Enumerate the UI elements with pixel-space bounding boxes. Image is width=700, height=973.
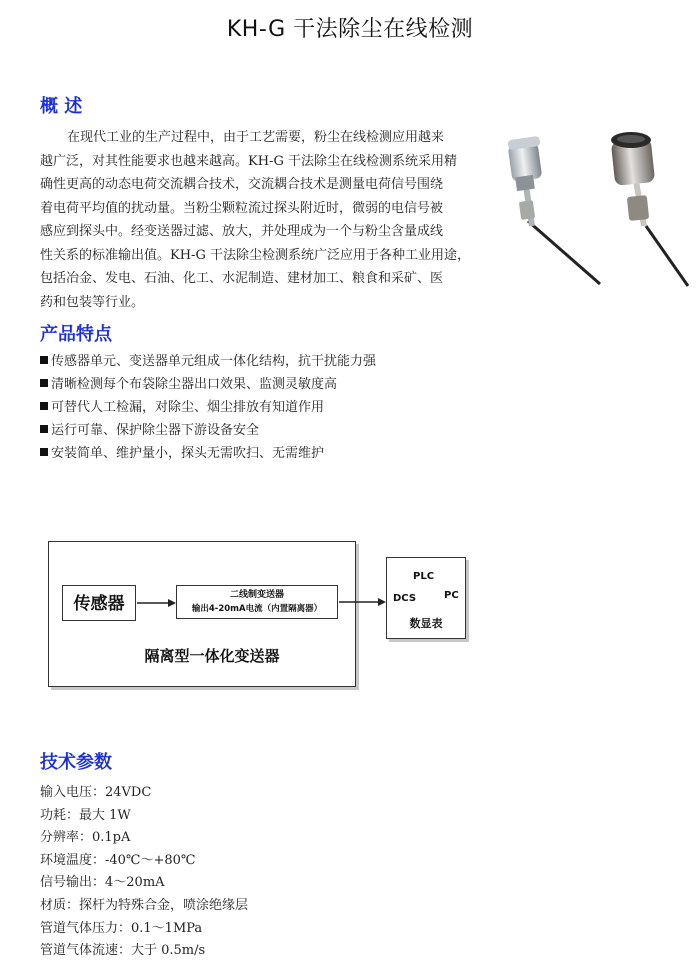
feature-text: 运行可靠、保护除尘器下游设备安全 [51, 423, 260, 438]
dcs-label: DCS [393, 593, 417, 604]
feature-item [40, 373, 376, 396]
spec-item: 信号输出：4～20mA [40, 875, 165, 891]
bullet-square-icon [40, 379, 48, 387]
arrow-right-icon [339, 598, 386, 606]
probe-right-icon [611, 132, 688, 286]
spec-item: 管道气体压力：0.1～1MPa [40, 920, 203, 936]
feature-text: 安装简单、维护量小，探头无需吹扫、无需维护 [51, 446, 325, 461]
overview-line: 包括冶金、发电、石油、化工、水泥制造、建材加工、粮食和采矿、医 [40, 271, 444, 286]
spec-item: 材质：探杆为特殊合金，喷涂绝缘层 [40, 897, 249, 913]
feature-text: 传感器单元、变送器单元组成一体化结构，抗干扰能力强 [51, 354, 377, 369]
overview-line: 确性更高的动态电荷交流耦合技术，交流耦合技术是测量电荷信号围绕 [40, 177, 444, 192]
plc-label: PLC [413, 571, 435, 582]
product-photo [498, 126, 698, 291]
overview-heading: 概 述 [40, 96, 83, 117]
transmitter-label-1: 二线制变送器 [229, 590, 284, 600]
specs-list [40, 782, 248, 963]
bullet-square-icon [40, 356, 48, 364]
feature-item [40, 442, 376, 465]
overview-paragraph [40, 126, 495, 314]
block-diagram [0, 535, 700, 695]
feature-item [40, 419, 376, 442]
display-label: 数显表 [409, 617, 443, 630]
bullet-square-icon [40, 402, 48, 410]
feature-text: 清晰检测每个布袋除尘器出口效果、监测灵敏度高 [51, 377, 338, 392]
overview-line: 性关系的标准输出值。KH-G 干法除尘检测系统广泛应用于各种工业用途， [40, 247, 470, 263]
page-title: KH-G 干法除尘在线检测 [226, 17, 474, 42]
bullet-square-icon [40, 425, 48, 433]
features-heading: 产品特点 [40, 324, 112, 345]
spec-item: 环境温度：-40℃～+80℃ [40, 852, 196, 868]
overview-line: 在现代工业的生产过程中，由于工艺需要，粉尘在线检测应用越来 [67, 130, 445, 145]
bullet-square-icon [40, 448, 48, 456]
feature-item [40, 396, 376, 419]
spec-item: 输入电压：24VDC [40, 785, 152, 800]
arrow-right-icon [137, 599, 176, 607]
overview-line: 越广泛，对其性能要求也越来越高。KH-G 干法除尘在线检测系统采用精 [40, 153, 457, 169]
overview-line: 感应到探头中。经变送器过滤、放大，并处理成为一个与粉尘含量成线 [40, 224, 444, 239]
specs-heading: 技术参数 [40, 752, 112, 773]
outer-box-label: 隔离型一体化变送器 [144, 647, 280, 665]
transmitter-label-2: 输出4-20mA电流（内置隔离器） [191, 604, 323, 614]
sensor-label: 传感器 [73, 594, 125, 614]
feature-text: 可替代人工检漏，对除尘、烟尘排放有知道作用 [51, 400, 325, 415]
overview-line: 着电荷平均值的扰动量。当粉尘颗粒流过探头附近时，微弱的电信号被 [40, 200, 444, 216]
diagram-arrows [0, 535, 700, 695]
overview-line: 药和包装等行业。 [40, 294, 145, 310]
spec-item: 功耗：最大 1W [40, 807, 131, 823]
probe-left-icon [507, 136, 600, 284]
spec-item: 管道气体流速：大于 0.5m/s [40, 943, 206, 959]
spec-item: 分辨率：0.1pA [40, 830, 131, 846]
pc-label: PC [444, 590, 459, 601]
features-list [40, 350, 376, 465]
feature-item [40, 350, 376, 373]
